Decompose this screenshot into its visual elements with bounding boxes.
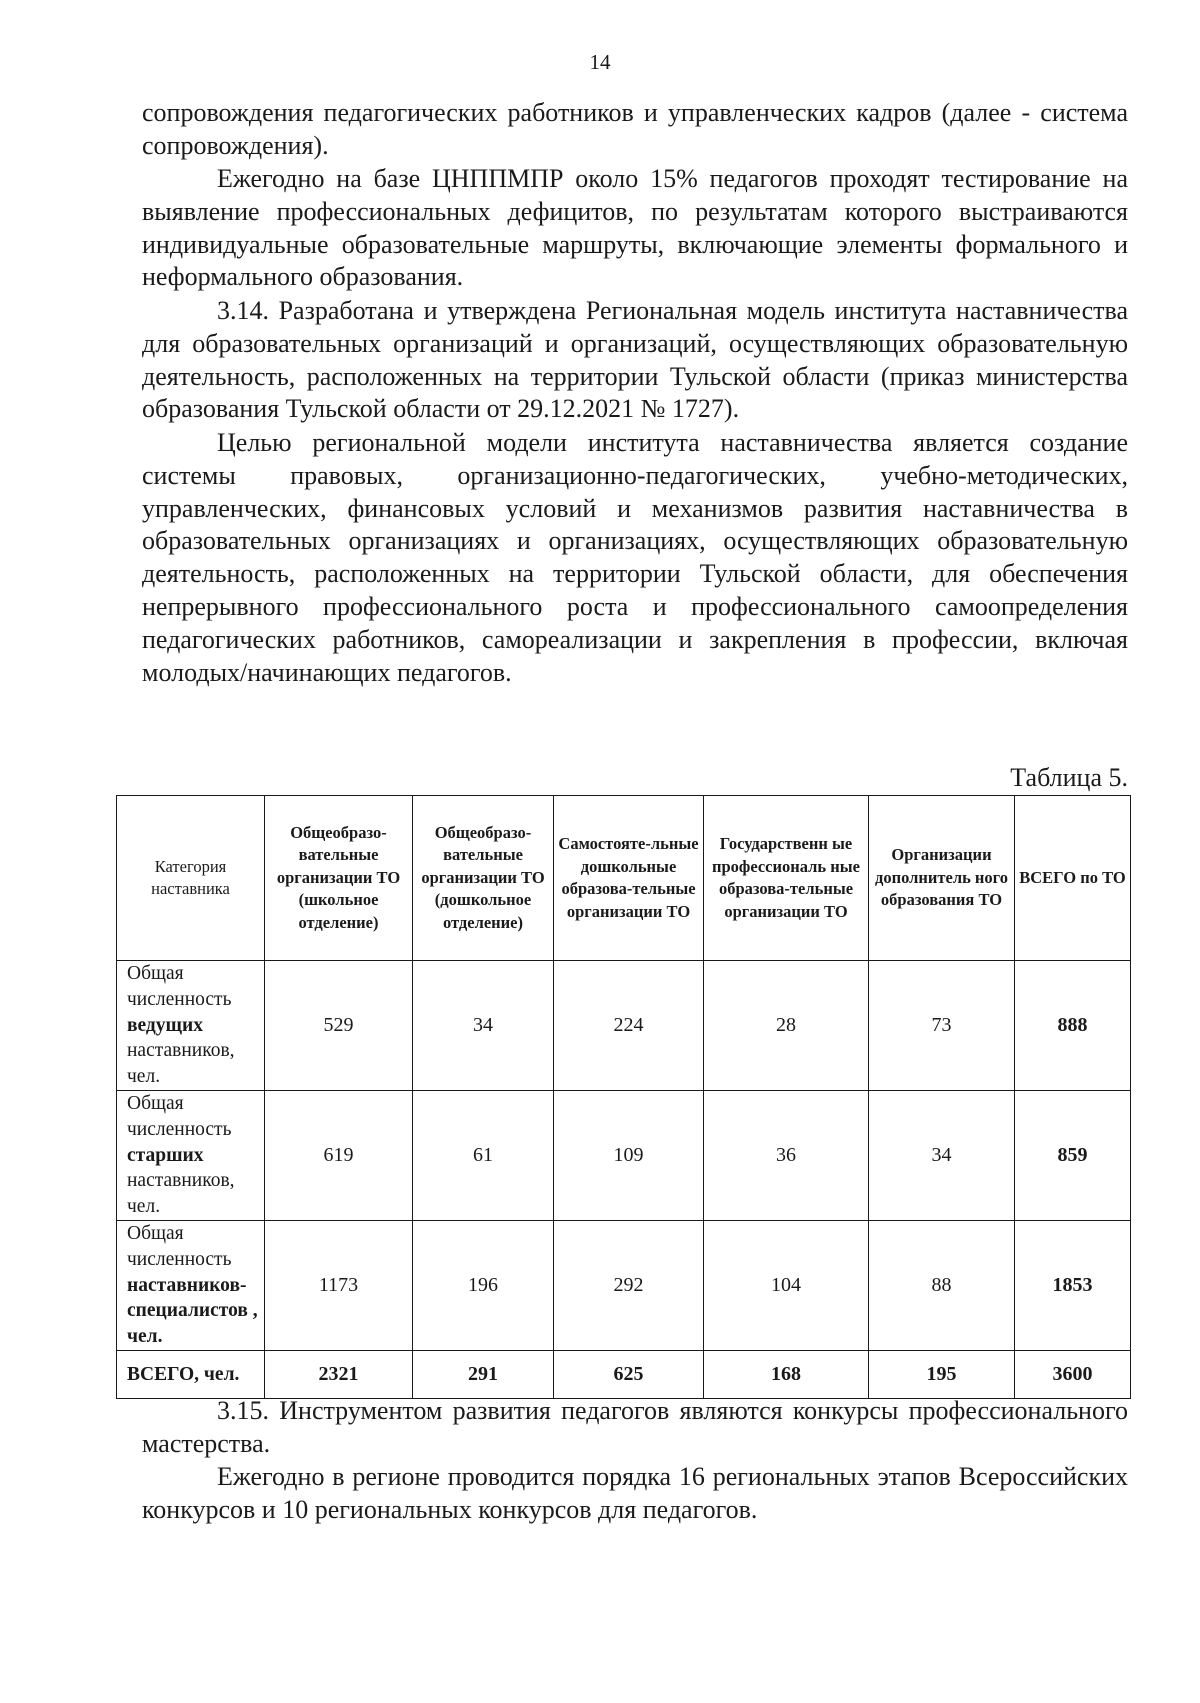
header-additional-education: Организации дополнитель ного образования ТО: [869, 796, 1015, 961]
table-cell: 61: [413, 1090, 554, 1220]
table-cell: 529: [265, 961, 413, 1091]
row-label-senior: [117, 1090, 265, 1220]
table-cell: 292: [554, 1220, 704, 1350]
paragraph-support-system: сопровождения педагогических работников и управленческих кадров (далее - система сопровождения).: [142, 98, 1128, 160]
row-label-emphasis: наставников-специалистов , чел.: [127, 1274, 258, 1348]
paragraph-3-14: 3.14. Разработана и утверждена Региональная модель института наставничества для образовательных организаций и организаций, осуществляющих образовательную деятельность, расположенных на территории Тульской области (приказ министерства образования Тульской области от 29.12.2021 № 1727).: [142, 296, 1128, 424]
row-label-specialists: [117, 1220, 265, 1350]
table-caption: Таблица 5.: [1010, 763, 1128, 792]
table-row: [117, 1090, 1131, 1220]
row-total-cell: 1853: [1015, 1220, 1131, 1350]
row-label-suffix: наставников, чел.: [127, 1040, 235, 1088]
paragraph-model-goal: Целью региональной модели института наставничества является создание системы правовых, организационно-педагогических, учебно-методических, управленческих, финансовых условий и механизмов развития наставничества в образовательных организациях и организациях, осуществляющих образовательную деятельность, расположенных на территории Тульской области, для обеспечения непрерывного профессионального роста и профессионального самоопределения педагогических работников, самореализации и закрепления в профессии, включая молодых/начинающих педагогов.: [142, 428, 1128, 687]
row-label-emphasis: старших: [127, 1144, 204, 1166]
table-cell: 73: [869, 961, 1015, 1091]
table-total-row: [117, 1350, 1131, 1398]
table-cell: 104: [704, 1220, 869, 1350]
table-cell: 291: [413, 1350, 554, 1398]
row-total-cell: 888: [1015, 961, 1131, 1091]
table-cell: 1173: [265, 1220, 413, 1350]
table-cell: 34: [869, 1090, 1015, 1220]
page-number: 14: [589, 50, 611, 74]
row-label-prefix: Общая численность: [127, 1092, 232, 1140]
table-cell: 2321: [265, 1350, 413, 1398]
header-school-orgs: Общеобразо-вательные организации ТО (школьное отделение): [265, 796, 413, 961]
row-label-prefix: Общая численность: [127, 1222, 232, 1270]
table-cell: 196: [413, 1220, 554, 1350]
table-cell: 109: [554, 1090, 704, 1220]
row-label-prefix: Общая численность: [127, 963, 232, 1010]
total-row-label: ВСЕГО, чел.: [117, 1350, 265, 1398]
table-cell: 224: [554, 961, 704, 1091]
table-cell: 28: [704, 961, 869, 1091]
grand-total-cell: 3600: [1015, 1350, 1131, 1398]
header-independent-preschool: Самостояте-льные дошкольные образова-тельные организации ТО: [554, 796, 704, 961]
table-header-row: [117, 796, 1131, 961]
table-cell: 34: [413, 961, 554, 1091]
paragraph-3-15: 3.15. Инструментом развития педагогов являются конкурсы профессионального мастерства.: [142, 1396, 1128, 1458]
header-preschool-dept: Общеобразо-вательные организации ТО (дошкольное отделение): [413, 796, 554, 961]
table-cell: 88: [869, 1220, 1015, 1350]
table-cell: 619: [265, 1090, 413, 1220]
table-cell: 195: [869, 1350, 1015, 1398]
table-row: [117, 1220, 1131, 1350]
row-label-suffix: наставников, чел.: [127, 1170, 235, 1218]
table-cell: 168: [704, 1350, 869, 1398]
table-cell: 36: [704, 1090, 869, 1220]
mentors-table: [116, 795, 1131, 1399]
table-cell: 625: [554, 1350, 704, 1398]
header-professional-orgs: Государственн ые профессиональ ные образова-тельные организации ТО: [704, 796, 869, 961]
row-label-leading: [117, 961, 265, 1091]
paragraph-testing: Ежегодно на базе ЦНППМПР около 15% педагогов проходят тестирование на выявление профессиональных дефицитов, по результатам которого выстраиваются индивидуальные образовательные маршруты, включающие элементы формального и неформального образования.: [142, 164, 1128, 292]
row-label-emphasis: ведущих: [127, 1014, 203, 1036]
paragraph-contests: Ежегодно в регионе проводится порядка 16 региональных этапов Всероссийских конкурсов и 10 региональных конкурсов для педагогов.: [142, 1462, 1128, 1524]
header-category: Категория наставника: [117, 796, 265, 961]
row-total-cell: 859: [1015, 1090, 1131, 1220]
table-row: [117, 961, 1131, 1091]
header-total: ВСЕГО по ТО: [1015, 796, 1131, 961]
